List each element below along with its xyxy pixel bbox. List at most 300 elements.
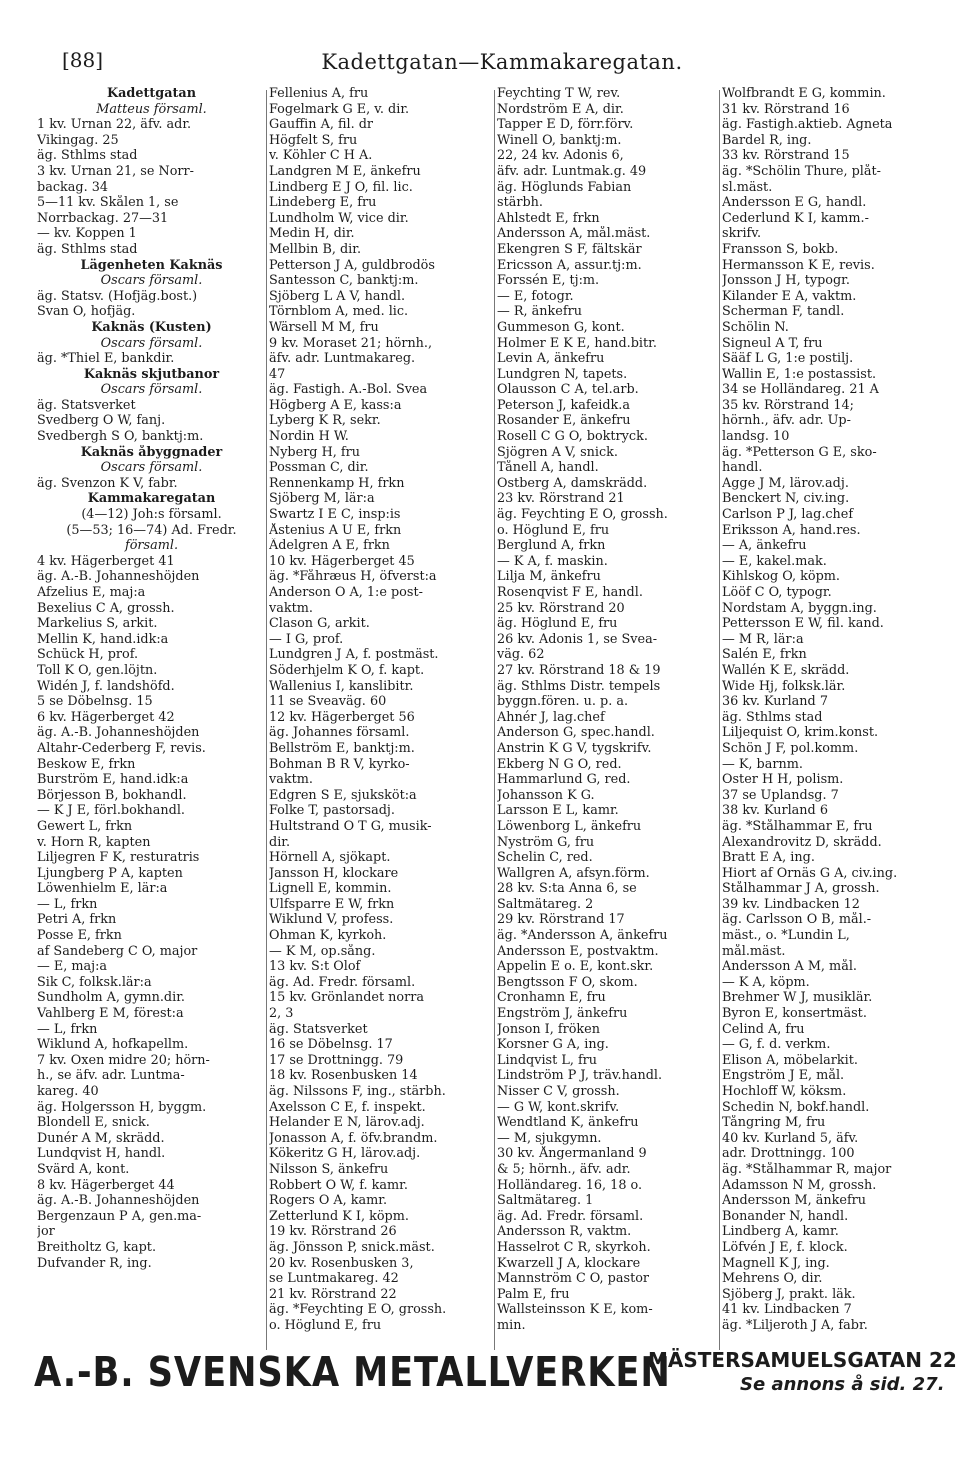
directory-line: Andersson M, änkefru xyxy=(722,1193,867,1209)
directory-line: Holländareg. 16, 18 o. xyxy=(497,1177,643,1193)
directory-line: äg. *Stålhammar E, fru xyxy=(722,818,873,834)
directory-line: Svärd A, kont. xyxy=(37,1161,130,1177)
directory-line: 1 kv. Urnan 22, äfv. adr. xyxy=(37,117,192,133)
directory-line: Nilsson S, änkefru xyxy=(269,1161,389,1177)
directory-line: — E, fotogr. xyxy=(497,288,574,304)
directory-line: Rosander E, änkefru xyxy=(497,413,631,429)
directory-line: Nordstam A, byggn.ing. xyxy=(722,600,877,616)
directory-line: v. Horn R, kapten xyxy=(37,834,151,850)
directory-line: 38 kv. Kurland 6 xyxy=(722,803,828,819)
directory-line: Nyberg H, fru xyxy=(269,444,360,460)
directory-line: Celind A, fru xyxy=(722,1021,805,1037)
directory-line: Lindberg A, kamr. xyxy=(722,1224,839,1240)
directory-line: äg. Statsv. (Hofjäg.bost.) xyxy=(37,288,198,304)
directory-line: äg. Jönsson P, snick.mäst. xyxy=(269,1239,435,1255)
directory-line: äg. Ad. Fredr. församl. xyxy=(269,974,416,990)
directory-line: se Luntmakareg. 42 xyxy=(269,1271,399,1287)
directory-column-4 xyxy=(722,86,950,1334)
directory-line: äg. Nilssons F, ing., stärbh. xyxy=(269,1084,446,1099)
directory-line: Bonander N, handl. xyxy=(722,1208,849,1224)
directory-line: Ericsson A, assur.tj:m. xyxy=(497,257,642,273)
directory-line: Andersson A M, mål. xyxy=(722,959,857,975)
directory-line: 21 kv. Rörstrand 22 xyxy=(269,1286,397,1302)
directory-line: Cronhamn E, fru xyxy=(497,990,606,1006)
directory-line: Lyberg K R, sekr. xyxy=(269,413,381,429)
directory-line: Kihlskog O, köpm. xyxy=(722,569,841,585)
directory-line: Tångring M, fru xyxy=(722,1115,826,1131)
directory-line: Winell O, banktj:m. xyxy=(497,132,622,148)
directory-line: Palm E, fru xyxy=(497,1286,570,1302)
advertiser-address: MÄSTERSAMUELSGATAN 22 xyxy=(648,1348,957,1372)
directory-line: 40 kv. Kurland 5, äfv. xyxy=(722,1130,859,1146)
directory-line: Lilja M, änkefru xyxy=(497,569,601,585)
directory-line: 15 kv. Grönlandet norra xyxy=(269,990,424,1006)
directory-line: Altahr-Cederberg F, revis. xyxy=(37,740,206,756)
directory-line: Högfelt S, fru xyxy=(269,132,358,148)
directory-line: äg. Ad. Fredr. församl. xyxy=(497,1208,644,1224)
directory-column-1 xyxy=(37,86,266,1271)
directory-line: äg. Sthlms Distr. tempels xyxy=(497,678,661,694)
directory-line: Carlson P J, lag.chef xyxy=(722,507,854,523)
directory-line: Ekberg N G O, red. xyxy=(497,756,622,772)
directory-line: Ekengren S F, fältskär xyxy=(497,241,642,257)
directory-line: Liljequist O, krim.konst. xyxy=(722,725,879,741)
directory-line: Engström J E, mål. xyxy=(722,1068,845,1084)
directory-line: äg. Svenzon K V, fabr. xyxy=(37,475,178,491)
directory-line: af Sandeberg C O, major xyxy=(37,943,198,959)
directory-line: Högberg A E, kass:a xyxy=(269,397,402,413)
directory-line: 36 kv. Kurland 7 xyxy=(722,694,828,710)
directory-line: församl. xyxy=(124,538,179,554)
directory-line: Andersson E, postvaktm. xyxy=(497,943,659,959)
directory-line: Mellbin B, dir. xyxy=(269,241,362,257)
directory-line: Vahlberg E M, förest:a xyxy=(37,1006,184,1022)
directory-line: Wärsell M M, fru xyxy=(269,319,379,335)
directory-line: — K A, f. maskin. xyxy=(497,553,608,569)
directory-line: 10 kv. Hägerberget 45 xyxy=(269,553,415,569)
page-number: [88] xyxy=(62,48,104,72)
directory-line: Jonsson J H, typogr. xyxy=(722,273,850,289)
directory-line: Kaknäs (Kusten) xyxy=(91,319,212,335)
directory-line: Svedberg O W, fanj. xyxy=(37,413,166,429)
directory-line: Adamsson N M, grossh. xyxy=(722,1177,877,1193)
directory-line: backag. 34 xyxy=(37,179,108,195)
directory-line: äg. Fastigh. A.-Bol. Svea xyxy=(269,382,428,398)
directory-line: äg. Sthlms stad xyxy=(37,241,138,257)
directory-line: Wallenius I, kanslibitr. xyxy=(269,678,414,694)
directory-line: Alexandrovitz D, skrädd. xyxy=(722,834,882,850)
directory-line: väg. 62 xyxy=(497,647,545,663)
directory-line: — K, barnm. xyxy=(722,756,803,772)
directory-line: Medin H, dir. xyxy=(269,226,355,242)
directory-line: Lundgren N, tapets. xyxy=(497,366,628,382)
directory-line: Wallgren A, afsyn.förm. xyxy=(497,865,650,881)
directory-line: o. Höglund E, fru xyxy=(497,522,610,538)
directory-line: Gummeson G, kont. xyxy=(497,319,625,335)
running-title: Kadettgatan—Kammakaregatan. xyxy=(321,50,683,74)
directory-line: Sjöberg J, prakt. läk. xyxy=(722,1286,856,1302)
directory-line: Olausson C A, tel.arb. xyxy=(497,382,639,398)
directory-line: Andersson E G, handl. xyxy=(722,195,867,211)
directory-line: Helander E N, lärov.adj. xyxy=(269,1115,425,1131)
directory-line: Robbert O W, f. kamr. xyxy=(269,1177,408,1193)
directory-line: 47 xyxy=(269,366,286,382)
directory-line: — E, maj:a xyxy=(37,959,108,975)
directory-line: v. Köhler C H A. xyxy=(269,148,373,164)
directory-line: Blondell E, snick. xyxy=(37,1115,150,1131)
directory-line: Löfvén J E, f. klock. xyxy=(722,1239,848,1255)
directory-line: sl.mäst. xyxy=(722,179,773,195)
directory-line: Lägenheten Kaknäs xyxy=(80,257,223,273)
directory-line: Anstrin K G V, tygskrifv. xyxy=(497,740,652,756)
directory-line: Salén E, frkn xyxy=(722,647,807,663)
directory-line: Tapper E D, förr.förv. xyxy=(497,117,634,133)
directory-line: äg. Johannes församl. xyxy=(269,725,410,741)
directory-line: äg. *Thiel E, bankdir. xyxy=(37,351,175,367)
directory-line: äg. *Liljeroth J A, fabr. xyxy=(722,1317,868,1333)
directory-line: o. Höglund E, fru xyxy=(269,1317,382,1333)
directory-line: Elison A, möbelarkit. xyxy=(722,1052,858,1068)
directory-line: äg. Höglund E, fru xyxy=(497,616,618,632)
directory-line: äg. *Stålhammar R, major xyxy=(722,1161,892,1177)
directory-line: Schedin N, bokf.handl. xyxy=(722,1099,870,1115)
directory-line: Clason G, arkit. xyxy=(269,616,370,632)
directory-line: 5 se Döbelnsg. 15 xyxy=(37,694,153,710)
directory-line: Sjöberg L A V, handl. xyxy=(269,288,406,304)
directory-line: Brehmer W J, musiklär. xyxy=(722,990,873,1006)
directory-line: Hörnell A, sjökapt. xyxy=(269,850,391,866)
directory-line: Folke T, pastorsadj. xyxy=(269,803,395,819)
directory-line: Bexelius C A, grossh. xyxy=(37,600,175,616)
directory-line: — K M, op.sång. xyxy=(269,943,376,959)
directory-line: Lundholm W, vice dir. xyxy=(269,210,409,226)
directory-line: Kwarzell J A, klockare xyxy=(497,1255,641,1271)
directory-line: äg. Statsverket xyxy=(37,397,136,413)
directory-line: Schölin N. xyxy=(722,319,789,335)
directory-line: Johansson K G. xyxy=(497,787,595,803)
directory-line: Breitholtz G, kapt. xyxy=(37,1239,157,1255)
directory-line: — K A, köpm. xyxy=(722,974,810,990)
directory-line: Petterson J A, guldbrodös xyxy=(269,257,435,273)
advertisement-banner xyxy=(34,1348,957,1408)
directory-line: (4—12) Joh:s församl. xyxy=(81,507,222,523)
directory-line: adr. Drottningg. 100 xyxy=(722,1146,855,1162)
directory-line: kareg. 40 xyxy=(37,1084,99,1099)
directory-line: Löwenborg L, änkefru xyxy=(497,818,642,834)
directory-line: Anderson O A, 1:e post- xyxy=(269,585,423,600)
directory-line: Fogelmark G E, v. dir. xyxy=(269,101,410,117)
directory-line: 31 kv. Rörstrand 16 xyxy=(722,101,850,117)
directory-line: Magnell K J, ing. xyxy=(722,1255,830,1271)
directory-line: Oscars församl. xyxy=(100,382,203,398)
directory-line: 28 kv. S:ta Anna 6, se xyxy=(497,881,637,897)
directory-line: mål.mäst. xyxy=(722,943,786,959)
directory-line: 13 kv. S:t Olof xyxy=(269,959,361,975)
directory-line: Wallsteinsson K E, kom- xyxy=(497,1302,653,1318)
directory-line: Öster H H, polism. xyxy=(722,772,844,788)
directory-line: Norrbackag. 27—31 xyxy=(37,210,169,226)
directory-line: Sjöberg M, lär:a xyxy=(269,491,375,507)
directory-line: 9 kv. Moraset 21; hörnh., xyxy=(269,335,433,351)
directory-line: äg. *Andersson A, änkefru xyxy=(497,928,668,944)
directory-line: Mannström C O, pastor xyxy=(497,1271,650,1287)
directory-line: — L, frkn xyxy=(37,896,98,912)
directory-line: Östberg A, damskrädd. xyxy=(497,475,648,491)
directory-line: Signeul A T, fru xyxy=(722,335,823,351)
directory-line: Peterson J, kafeidk.a xyxy=(497,397,630,413)
directory-line: Engström J, änkefru xyxy=(497,1006,628,1022)
directory-line: — R, änkefru xyxy=(497,304,582,320)
directory-line: Hermansson K E, revis. xyxy=(722,257,875,273)
directory-line: Burström E, hand.idk:a xyxy=(37,772,189,788)
directory-line: Posse E, frkn xyxy=(37,928,122,944)
directory-line: Lindberg E J O, fil. lic. xyxy=(269,179,413,195)
directory-line: 37 se Uplandsg. 7 xyxy=(722,787,839,803)
directory-line: jor xyxy=(37,1224,55,1240)
directory-line: äfv. adr. Luntmak.g. 49 xyxy=(497,163,647,179)
directory-line: Eriksson A, hand.res. xyxy=(722,522,861,538)
directory-line: Pettersson E W, fil. kand. xyxy=(722,616,884,632)
directory-line: Andersson A, mål.mäst. xyxy=(497,226,651,242)
directory-line: Santesson C, banktj:m. xyxy=(269,273,419,289)
directory-line: Ädelgren A E, frkn xyxy=(269,538,390,554)
directory-line: Scherman F, tandl. xyxy=(722,304,845,320)
directory-line: Fransson S, bokb. xyxy=(722,241,839,257)
directory-line: h., se äfv. adr. Luntma- xyxy=(37,1068,185,1084)
directory-line: 39 kv. Lindbacken 12 xyxy=(722,896,860,912)
directory-line: Holmer E K E, hand.bitr. xyxy=(497,335,657,351)
directory-line: Zetterlund K I, köpm. xyxy=(269,1208,409,1224)
directory-line: Tånell A, handl. xyxy=(497,460,599,476)
directory-line: Bellström E, banktj:m. xyxy=(269,740,415,756)
directory-line: Wolfbrandt E G, kommin. xyxy=(722,86,886,101)
directory-line: Schön J F, pol.komm. xyxy=(722,740,859,756)
directory-line: — A, änkefru xyxy=(722,538,807,554)
directory-line: äg. *Fåhræus H, öfverst:a xyxy=(269,569,437,585)
directory-line: Appelin E o. E, kont.skr. xyxy=(497,959,654,975)
directory-line: 19 kv. Rörstrand 26 xyxy=(269,1224,397,1240)
directory-line: Wiklund V, profess. xyxy=(269,912,394,928)
directory-line: Larsson E L, kamr. xyxy=(497,803,619,819)
directory-line: Landgren M E, änkefru xyxy=(269,163,421,179)
directory-line: 18 kv. Rosenbusken 14 xyxy=(269,1068,418,1084)
directory-line: Afzelius E, maj:a xyxy=(37,585,146,600)
directory-line: & 5; hörnh., äfv. adr. xyxy=(497,1161,631,1177)
directory-line: Saltmätareg. 1 xyxy=(497,1193,594,1209)
directory-line: Lundqvist H, handl. xyxy=(37,1146,166,1162)
directory-line: Wendtland K, änkefru xyxy=(497,1115,639,1131)
directory-line: Cederlund K I, kamm.- xyxy=(722,210,869,226)
directory-line: 5—11 kv. Skålen 1, se xyxy=(37,195,179,211)
directory-line: Hochloff W, köksm. xyxy=(722,1084,847,1099)
directory-line: Sundholm A, gymn.dir. xyxy=(37,990,185,1006)
directory-line: Mehrens O, dir. xyxy=(722,1271,823,1287)
directory-line: 12 kv. Hägerberget 56 xyxy=(269,709,415,725)
directory-line: 7 kv. Oxen midre 20; hörn- xyxy=(37,1052,210,1068)
directory-line: Wallén K E, skrädd. xyxy=(722,662,850,678)
directory-line: 8 kv. Hägerberget 44 xyxy=(37,1177,175,1193)
directory-line: Rennenkamp H, frkn xyxy=(269,475,405,491)
directory-line: Gauffin A, fil. dr xyxy=(269,117,374,133)
directory-line: Feychting T W, rev. xyxy=(497,86,621,101)
directory-line: äg. Höglunds Fabian xyxy=(497,179,632,195)
directory-line: Rosenqvist F E, handl. xyxy=(497,585,643,600)
directory-line: Forssén E, tj:m. xyxy=(497,273,600,289)
directory-line: Ahnér J, lag.chef xyxy=(497,709,605,725)
directory-line: Korsner G A, ing. xyxy=(497,1037,609,1053)
directory-line: Rogers O A, kamr. xyxy=(269,1193,388,1209)
directory-line: 34 se Holländareg. 21 A xyxy=(722,382,879,398)
directory-line: Lundgren J A, f. postmäst. xyxy=(269,647,439,663)
directory-line: äg. Fastigh.aktieb. Agneta xyxy=(722,117,893,133)
directory-line: Possman C, dir. xyxy=(269,460,369,476)
directory-line: 6 kv. Hägerberget 42 xyxy=(37,709,175,725)
directory-line: min. xyxy=(497,1317,526,1333)
directory-line: Jonasson A, f. öfv.brandm. xyxy=(269,1130,438,1146)
directory-line: Kaknäs skjutbanor xyxy=(83,366,220,382)
directory-line: Agge J M, lärov.adj. xyxy=(722,475,849,491)
directory-line: Widén J, f. landshöfd. xyxy=(37,678,175,694)
directory-line: Dunér A M, skrädd. xyxy=(37,1130,165,1146)
directory-line: Nordin H W. xyxy=(269,429,349,445)
directory-line: Sik C, folksk.lär:a xyxy=(37,974,152,990)
directory-line: Edgren S E, sjuksköt:a xyxy=(269,787,417,803)
directory-line: Gewert L, frkn xyxy=(37,818,133,834)
directory-line: Hasselrot C R, skyrkoh. xyxy=(497,1239,651,1255)
directory-line: äg. Statsverket xyxy=(269,1021,368,1037)
directory-line: 25 kv. Rörstrand 20 xyxy=(497,600,625,616)
directory-line: landsg. 10 xyxy=(722,429,790,445)
directory-line: äg. Carlsson O B, mål.- xyxy=(722,912,872,928)
directory-line: Nyström G, fru xyxy=(497,834,595,850)
directory-line: Lindeberg E, fru xyxy=(269,195,377,211)
directory-line: Sjögren A V, snick. xyxy=(497,444,618,460)
directory-line: Kammakaregatan xyxy=(87,491,216,507)
directory-line: handl. xyxy=(722,460,763,476)
directory-line: Löwenhielm E, lär:a xyxy=(37,881,168,897)
page-header xyxy=(62,48,942,84)
directory-line: Ahlstedt E, frkn xyxy=(497,210,600,226)
directory-line: Kilander E A, vaktm. xyxy=(722,288,857,304)
directory-line: 33 kv. Rörstrand 15 xyxy=(722,148,850,164)
directory-line: — M, sjukgymn. xyxy=(497,1130,602,1146)
directory-line: 20 kv. Rosenbusken 3, xyxy=(269,1255,414,1271)
directory-line: — M R, lär:a xyxy=(722,631,804,647)
directory-line: Axelsson C E, f. inspekt. xyxy=(269,1099,426,1115)
directory-line: Toll K O, gen.löjtn. xyxy=(37,662,158,678)
directory-line: Markelius S, arkit. xyxy=(37,616,158,632)
directory-line: Hammarlund G, red. xyxy=(497,772,631,788)
directory-line: (5—53; 16—74) Ad. Fredr. xyxy=(66,522,237,538)
directory-column-2 xyxy=(269,86,495,1334)
directory-line: Oscars församl. xyxy=(100,273,203,289)
directory-line: Jonson I, fröken xyxy=(497,1021,600,1037)
directory-line: Matteus församl. xyxy=(96,101,207,117)
directory-line: äg. A.-B. Johanneshöjden xyxy=(37,569,200,585)
directory-line: 3 kv. Urnan 21, se Norr- xyxy=(37,163,194,179)
directory-line: — kv. Koppen 1 xyxy=(37,226,137,242)
directory-line: 17 se Drottningg. 79 xyxy=(269,1052,404,1068)
directory-line: 23 kv. Rörstrand 21 xyxy=(497,491,625,507)
directory-line: Ulfsparre E W, frkn xyxy=(269,896,395,912)
directory-line: Lindström P J, träv.handl. xyxy=(497,1068,663,1084)
directory-line: Ljungberg P A, kapten xyxy=(37,865,183,881)
column-divider xyxy=(719,90,720,1350)
directory-line: Törnblom A, med. lic. xyxy=(269,304,409,320)
directory-line: Oscars församl. xyxy=(100,335,203,351)
directory-line: äg. *Schölin Thure, plåt- xyxy=(722,163,881,179)
directory-line: Kaknäs åbyggnader xyxy=(80,444,223,460)
directory-line: hörnh., äfv. adr. Up- xyxy=(722,413,851,429)
directory-line: äfv. adr. Luntmakareg. xyxy=(269,351,416,367)
directory-line: Wide Hj, folksk.lär. xyxy=(722,678,846,694)
directory-line: Bratt E A, ing. xyxy=(722,850,815,866)
directory-line: 22, 24 kv. Adonis 6, xyxy=(497,148,624,164)
directory-line: 4 kv. Hägerberget 41 xyxy=(37,553,175,569)
directory-line: Anderson G, spec.handl. xyxy=(497,725,655,741)
advertiser-name: A.-B. SVENSKA METALLVERKEN xyxy=(34,1348,671,1396)
directory-line: Sääf L G, 1:e postilj. xyxy=(722,351,854,367)
directory-line: 11 se Sveaväg. 60 xyxy=(269,694,387,710)
directory-line: Lööf C O, typogr. xyxy=(722,585,832,600)
directory-line: Saltmätareg. 2 xyxy=(497,896,594,912)
directory-line: 35 kv. Rörstrand 14; xyxy=(722,397,854,413)
directory-line: Kökeritz G H, lärov.adj. xyxy=(269,1146,421,1162)
directory-line: Vikingag. 25 xyxy=(37,132,119,148)
directory-line: Bengtsson F O, skom. xyxy=(497,974,638,990)
directory-line: Rosell C G O, boktryck. xyxy=(497,429,648,445)
column-divider xyxy=(266,90,267,1350)
directory-line: äg. A.-B. Johanneshöjden xyxy=(37,725,200,741)
directory-line: mäst., o. *Lundin L, xyxy=(722,928,850,944)
directory-line: Åstenius A U E, frkn xyxy=(269,522,402,538)
directory-line: Wiklund A, hofkapellm. xyxy=(37,1037,189,1053)
directory-line: Mellin K, hand.idk:a xyxy=(37,631,169,647)
directory-line: äg. *Feychting E O, grossh. xyxy=(269,1302,447,1318)
directory-line: — E, kakel.mak. xyxy=(722,553,827,569)
directory-line: vaktm. xyxy=(269,600,313,616)
directory-line: Börjesson B, bokhandl. xyxy=(37,787,187,803)
directory-line: — L, frkn xyxy=(37,1021,98,1037)
directory-line: skrifv. xyxy=(722,226,762,242)
directory-line: 30 kv. Ångermanland 9 xyxy=(497,1146,647,1162)
directory-line: Beskow E, frkn xyxy=(37,756,136,772)
directory-line: Hiort af Ornäs G A, civ.ing. xyxy=(722,865,898,881)
directory-line: Stålhammar J A, grossh. xyxy=(722,881,880,897)
directory-line: Bohman B R V, kyrko- xyxy=(269,756,410,772)
directory-line: Andersson R, vaktm. xyxy=(497,1224,632,1240)
directory-line: Fellenius A, fru xyxy=(269,86,369,101)
directory-line: Bardel R, ing. xyxy=(722,132,812,148)
directory-line: Svedbergh S O, banktj:m. xyxy=(37,429,204,445)
directory-line: Nisser C V, grossh. xyxy=(497,1084,620,1099)
directory-line: Berglund A, frkn xyxy=(497,538,606,554)
directory-line: Bergenzaun P A, gen.ma- xyxy=(37,1208,202,1224)
directory-line: 27 kv. Rörstrand 18 & 19 xyxy=(497,662,661,678)
directory-line: dir. xyxy=(269,834,291,850)
directory-line: Swartz I E C, insp:is xyxy=(269,507,401,523)
directory-line: 41 kv. Lindbacken 7 xyxy=(722,1302,852,1318)
directory-line: Wallin E, 1:e postassist. xyxy=(722,366,877,382)
directory-line: Öhman K, kyrkoh. xyxy=(269,928,387,944)
directory-line: äg. Sthlms stad xyxy=(722,709,823,725)
directory-line: 29 kv. Rörstrand 17 xyxy=(497,912,625,928)
directory-line: 16 se Döbelnsg. 17 xyxy=(269,1037,393,1053)
directory-column-3 xyxy=(497,86,719,1334)
directory-line: äg. Feychting E O, grossh. xyxy=(497,507,668,523)
directory-line: äg. Sthlms stad xyxy=(37,148,138,164)
directory-line: Lignell E, kommin. xyxy=(269,881,392,897)
